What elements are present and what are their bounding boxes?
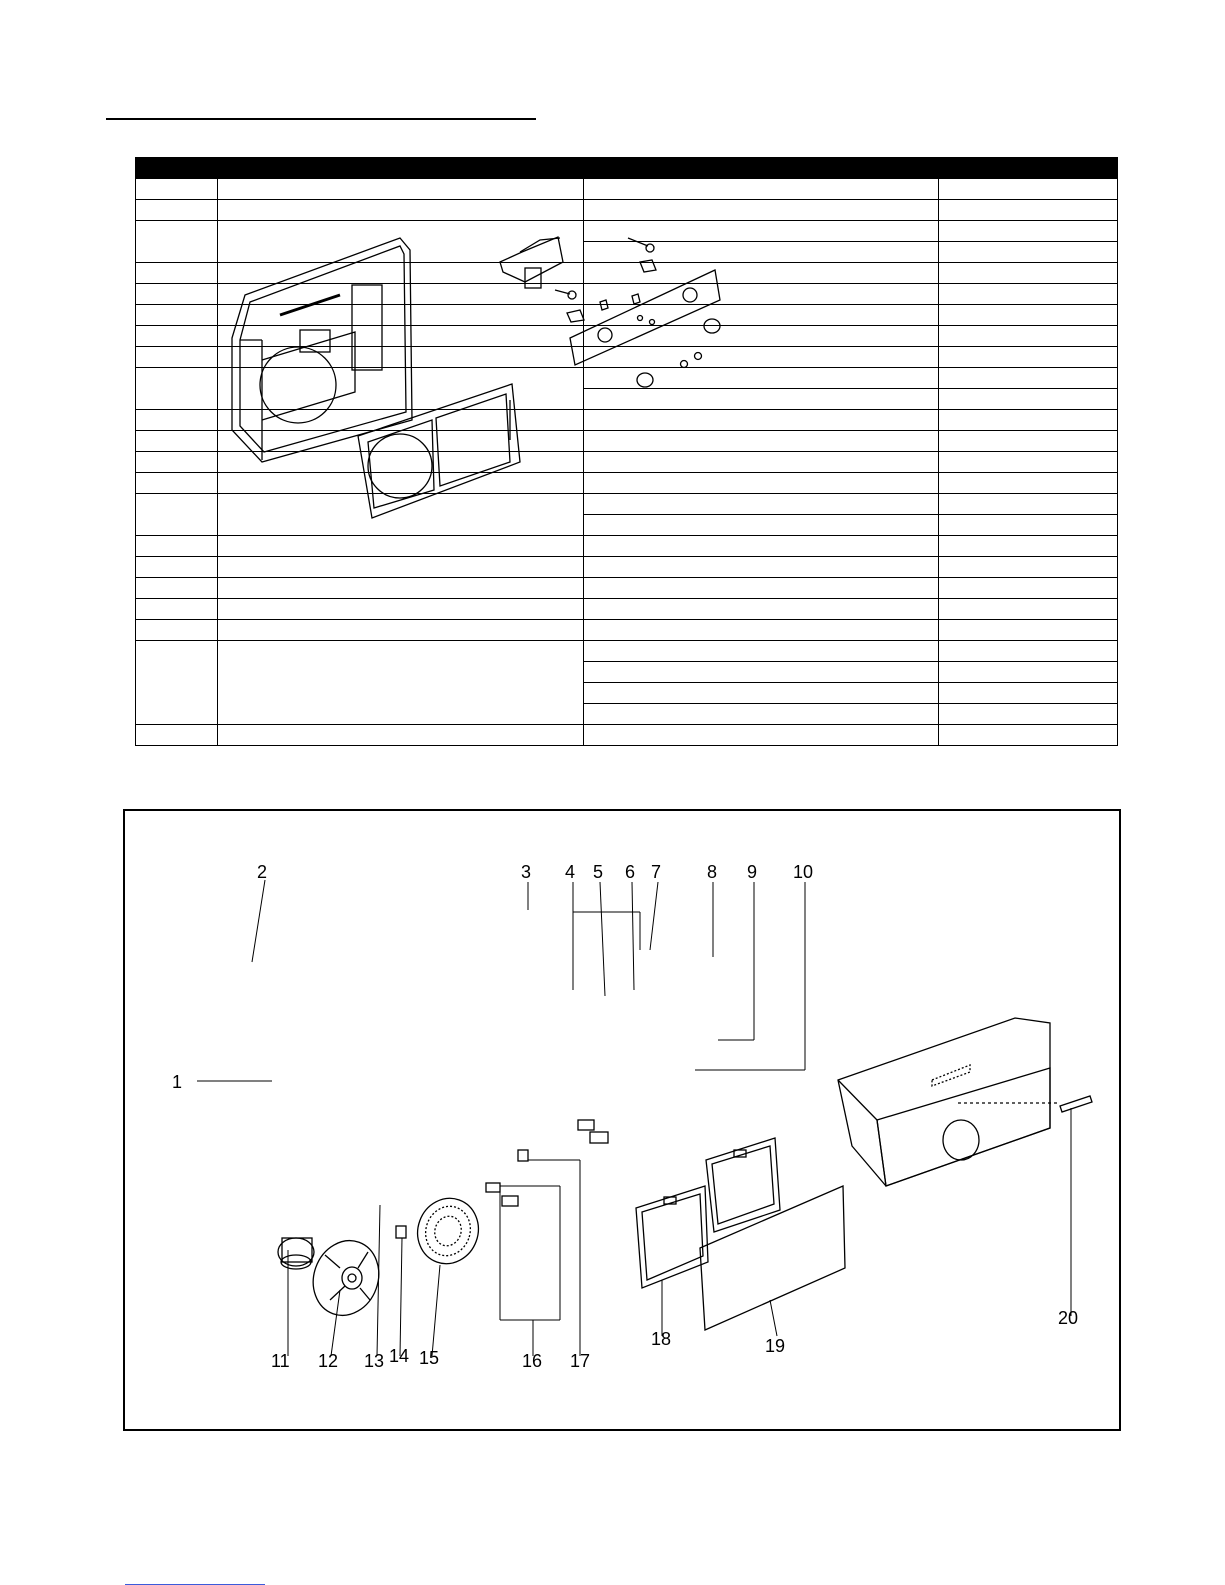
callout-16: 16 (522, 1351, 543, 1371)
callout-7: 7 (651, 862, 662, 882)
callout-19: 19 (765, 1336, 786, 1356)
round-grille-drawing (409, 1190, 488, 1273)
assembled-hood-drawing (838, 1018, 1092, 1186)
callout-20: 20 (1058, 1308, 1079, 1328)
callout-2: 2 (257, 862, 268, 882)
callout-12: 12 (318, 1351, 339, 1371)
filter-frame-drawing (358, 384, 520, 518)
fan-wheel-drawing (303, 1231, 389, 1324)
callout-10: 10 (793, 862, 814, 882)
flat-panel-drawing (700, 1186, 845, 1330)
callout-4: 4 (565, 862, 576, 882)
switch-parts-drawing (486, 1120, 608, 1206)
motor-drawing (278, 1238, 314, 1269)
callout-6: 6 (625, 862, 636, 882)
small-hardware-drawing (555, 238, 656, 322)
callout-5: 5 (593, 862, 604, 882)
light-cover-drawing (500, 237, 563, 288)
hood-body-drawing (232, 238, 412, 462)
grease-filter-drawing (636, 1138, 780, 1288)
callout-18: 18 (651, 1329, 672, 1349)
callout-labels (172, 862, 1078, 1371)
callout-1: 1 (172, 1072, 183, 1092)
leader-lines (197, 880, 1071, 1356)
callout-8: 8 (707, 862, 718, 882)
control-panel-drawing (570, 270, 720, 365)
callout-9: 9 (747, 862, 758, 882)
callout-17: 17 (570, 1351, 591, 1371)
callout-3: 3 (521, 862, 532, 882)
callout-11: 11 (271, 1351, 290, 1371)
callout-15: 15 (419, 1348, 440, 1368)
knobs-drawing (637, 319, 720, 387)
callout-14: 14 (389, 1346, 410, 1366)
callout-13: 13 (364, 1351, 385, 1371)
switch-drawing (396, 1226, 406, 1238)
